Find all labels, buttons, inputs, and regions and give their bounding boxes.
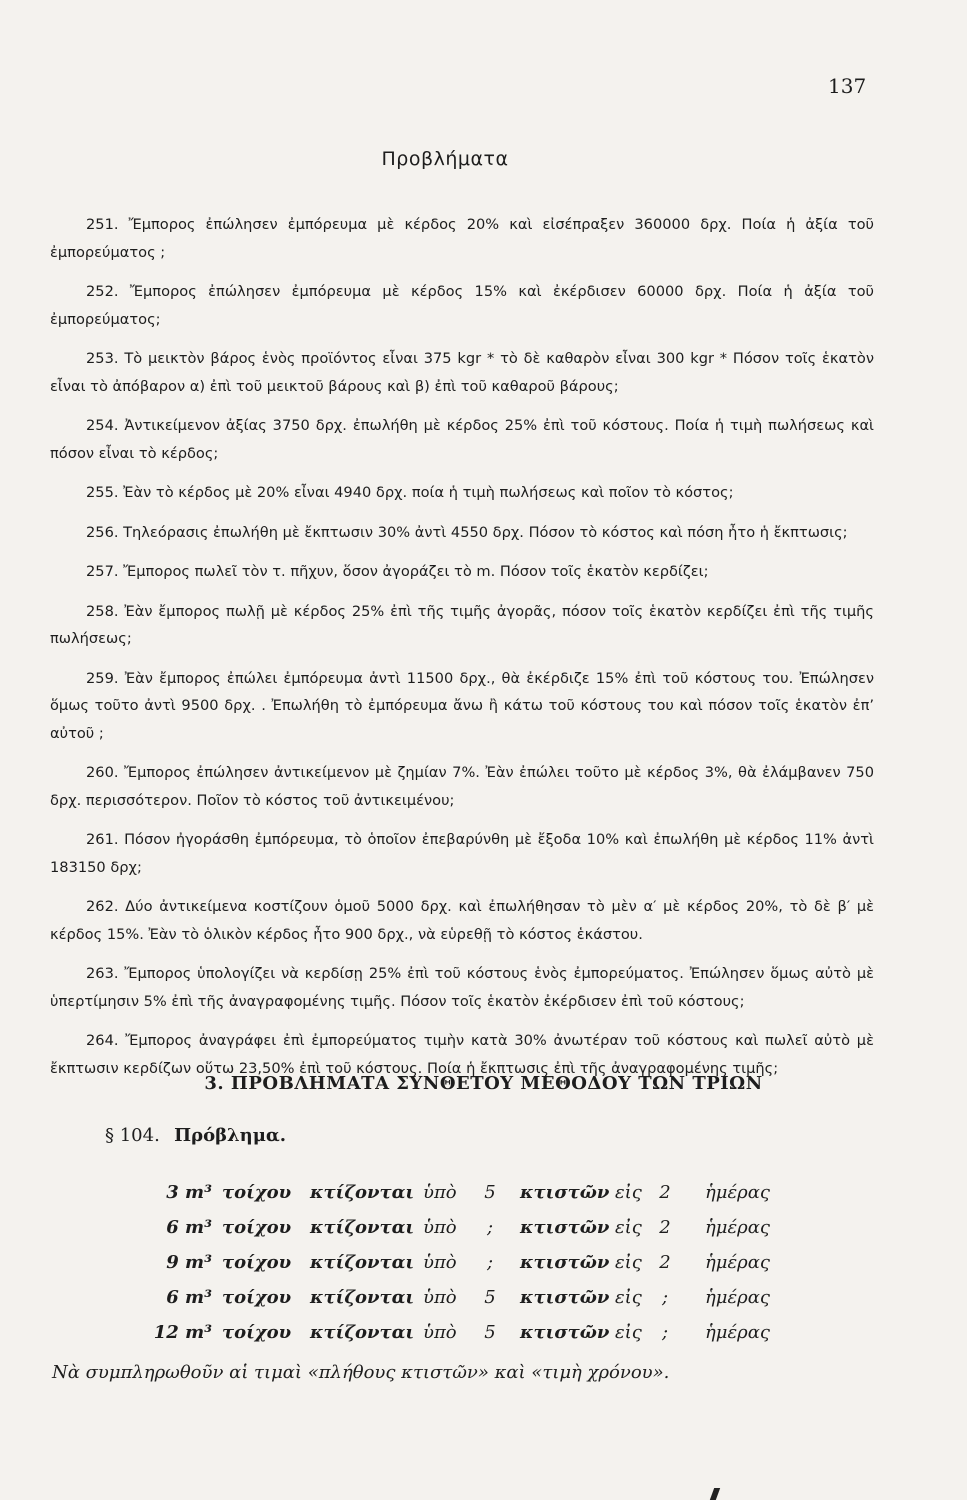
ink-mark bbox=[710, 1488, 720, 1500]
statement-cell: κτίζονται bbox=[310, 1182, 415, 1203]
statement-cell: 6 m³ bbox=[166, 1217, 212, 1238]
statement-cell: ὑπὸ bbox=[423, 1252, 457, 1273]
statement-cell: ἡμέρας bbox=[705, 1322, 770, 1343]
statement-cell: ἡμέρας bbox=[705, 1217, 770, 1238]
problem-256: 256. Τηλεόρασις ἐπωλήθη μὲ ἔκπτωσιν 30% ἀντὶ 4550 δρχ. Πόσον τὸ κόστος καὶ πόση ἦτο ἡ ἔκπτωσις; bbox=[86, 523, 848, 541]
problem-260: 260. Ἔμπορος ἐπώλησεν ἀντικείμενον μὲ ζημίαν 7%. Ἐὰν ἐπώλει τοῦτο μὲ κέρδος 3%, θὰ ἐλάμβανεν 750 δρχ. περισσότερον. Ποῖον τὸ κόστος τοῦ ἀντικειμένου; bbox=[50, 764, 874, 809]
statement-cell: 5 bbox=[484, 1287, 496, 1308]
statement-cell: τοίχου bbox=[222, 1287, 292, 1308]
statement-row bbox=[140, 1217, 800, 1252]
statement-cell: εἰς bbox=[615, 1217, 642, 1238]
statement-cell: ἡμέρας bbox=[705, 1252, 770, 1273]
problem-259: 259. Ἐὰν ἔμπορος ἐπώλει ἐμπόρευμα ἀντὶ 11500 δρχ., θὰ ἐκέρδιζε 15% ἐπὶ τοῦ κόστους του. Ἐπώλησεν ὅμως τοῦτο ἀντὶ 9500 δρχ. . Ἐπωλήθη τὸ ἐμπόρευμα ἄνω ἢ κάτω τοῦ κόστους του καὶ πόσον τοῖς ἑκατὸν ἐπ’ αὐτοῦ ; bbox=[50, 669, 874, 742]
statement-cell: κτιστῶν bbox=[520, 1217, 610, 1238]
problem-list bbox=[50, 211, 874, 1094]
statement-cell: 3 m³ bbox=[166, 1182, 212, 1203]
statement-cell: κτίζονται bbox=[310, 1252, 415, 1273]
statement-cell: εἰς bbox=[615, 1182, 642, 1203]
statement-cell: κτιστῶν bbox=[520, 1252, 610, 1273]
statement-cell: ὑπὸ bbox=[423, 1182, 457, 1203]
chapter-heading: 3. ΠΡΟΒΛΗΜΑΤΑ ΣΥΝΘΕΤΟΥ ΜΕΘΟΔΟΥ ΤΩΝ ΤΡΙΩΝ bbox=[204, 1073, 763, 1094]
statement-cell: κτίζονται bbox=[310, 1287, 415, 1308]
statement-cell: εἰς bbox=[615, 1287, 642, 1308]
statement-cell: 5 bbox=[484, 1322, 496, 1343]
problem-261: 261. Πόσον ἠγοράσθη ἐμπόρευμα, τὸ ὁποῖον ἐπεβαρύνθη μὲ ἔξοδα 10% καὶ ἐπωλήθη μὲ κέρδος 11% ἀντὶ 183150 δρχ; bbox=[50, 831, 874, 876]
statement-cell: εἰς bbox=[615, 1252, 642, 1273]
problem-heading-title: Πρόβλημα. bbox=[174, 1125, 287, 1146]
statement-cell: ὑπὸ bbox=[423, 1217, 457, 1238]
problem-255: 255. Ἐὰν τὸ κέρδος μὲ 20% εἶναι 4940 δρχ. ποία ἡ τιμὴ πωλήσεως καὶ ποῖον τὸ κόστος; bbox=[86, 484, 734, 501]
problem-257: 257. Ἔμπορος πωλεῖ τὸν τ. πῆχυν, ὅσον ἀγοράζει τὸ m. Πόσον τοῖς ἑκατὸν κερδίζει; bbox=[86, 563, 709, 580]
statement-cell: ὑπὸ bbox=[423, 1322, 457, 1343]
problem-251: 251. Ἔμπορος ἐπώλησεν ἐμπόρευμα μὲ κέρδος 20% καὶ εἰσέπραξεν 360000 δρχ. Ποία ἡ ἀξία τοῦ ἐμπορεύματος ; bbox=[50, 216, 874, 261]
section-number: § 104. bbox=[105, 1125, 160, 1146]
statement-cell: 12 m³ bbox=[153, 1322, 212, 1343]
statement-row bbox=[140, 1322, 800, 1357]
statement-cell: 2 bbox=[659, 1217, 671, 1238]
problem-254: 254. Ἀντικείμενον ἀξίας 3750 δρχ. ἐπωλήθη μὲ κέρδος 25% ἐπὶ τοῦ κόστους. Ποία ἡ τιμὴ πωλήσεως καὶ πόσον εἶναι τὸ κέρδος; bbox=[50, 417, 874, 462]
statement-cell: κτίζονται bbox=[310, 1322, 415, 1343]
statement-row bbox=[140, 1252, 800, 1287]
section-title: Προβλήματα bbox=[381, 148, 509, 170]
statement-cell: 2 bbox=[659, 1252, 671, 1273]
statement-cell: 6 m³ bbox=[166, 1287, 212, 1308]
statement-cell: 2 bbox=[659, 1182, 671, 1203]
statement-cell: τοίχου bbox=[222, 1322, 292, 1343]
problem-263: 263. Ἔμπορος ὑπολογίζει νὰ κερδίσῃ 25% ἐπὶ τοῦ κόστους ἑνὸς ἐμπορεύματος. Ἐπώλησεν ὅμως αὐτὸ μὲ ὑπερτίμησιν 5% ἐπὶ τῆς ἀναγραφομένης τιμῆς. Πόσον τοῖς ἑκατὸν ἐκέρδισεν ἐπὶ τοῦ κόστους; bbox=[50, 965, 874, 1010]
statement-row bbox=[140, 1287, 800, 1322]
problem-262: 262. Δύο ἀντικείμενα κοστίζουν ὁμοῦ 5000 δρχ. καὶ ἐπωλήθησαν τὸ μὲν α′ μὲ κέρδος 20%, τὸ δὲ β′ μὲ κέρδος 15%. Ἐὰν τὸ ὁλικὸν κέρδος ἦτο 900 δρχ., νὰ εὑρεθῇ τὸ κόστος ἑκάστου. bbox=[50, 898, 874, 943]
statement-cell: 9 m³ bbox=[166, 1252, 212, 1273]
statement-cell: ; bbox=[661, 1322, 669, 1343]
statement-row bbox=[140, 1182, 800, 1217]
conclusion-text: Νὰ συμπληρωθοῦν αἱ τιμαὶ «πλήθους κτιστῶν» καὶ «τιμὴ χρόνου». bbox=[52, 1362, 670, 1383]
statement-cell: ἡμέρας bbox=[705, 1287, 770, 1308]
statement-cell: τοίχου bbox=[222, 1182, 292, 1203]
problem-statement-rows bbox=[140, 1182, 800, 1357]
statement-cell: ; bbox=[661, 1287, 669, 1308]
problem-252: 252. Ἔμπορος ἐπώλησεν ἐμπόρευμα μὲ κέρδος 15% καὶ ἐκέρδισεν 60000 δρχ. Ποία ἡ ἀξία τοῦ ἐμπορεύματος; bbox=[50, 283, 874, 328]
problem-253: 253. Τὸ μεικτὸν βάρος ἑνὸς προϊόντος εἶναι 375 kgr * τὸ δὲ καθαρὸν εἶναι 300 kgr * Πόσον τοῖς ἑκατὸν εἶναι τὸ ἀπόβαρον α) ἐπὶ τοῦ μεικτοῦ βάρους καὶ β) ἐπὶ τοῦ καθαροῦ βάρους; bbox=[50, 350, 874, 395]
page-number: 137 bbox=[828, 74, 867, 98]
problem-264: 264. Ἔμπορος ἀναγράφει ἐπὶ ἐμπορεύματος τιμὴν κατὰ 30% ἀνωτέραν τοῦ κόστους καὶ πωλεῖ αὐτὸ μὲ ἔκπτωσιν κερδίζων οὕτω 23,50% ἐπὶ τοῦ κόστους. Ποία ἡ ἔκπτωσις ἐπὶ τῆς ἀναγραφομένης τιμῆς; bbox=[50, 1032, 874, 1077]
statement-cell: κτιστῶν bbox=[520, 1182, 610, 1203]
statement-cell: ἡμέρας bbox=[705, 1182, 770, 1203]
statement-cell: τοίχου bbox=[222, 1252, 292, 1273]
statement-cell: κτίζονται bbox=[310, 1217, 415, 1238]
statement-cell: 5 bbox=[484, 1182, 496, 1203]
problem-heading bbox=[105, 1125, 286, 1146]
statement-cell: τοίχου bbox=[222, 1217, 292, 1238]
statement-cell: ; bbox=[486, 1217, 494, 1238]
problem-258: 258. Ἐὰν ἔμπορος πωλῇ μὲ κέρδος 25% ἐπὶ τῆς τιμῆς ἀγορᾶς, πόσον τοῖς ἑκατὸν κερδίζει ἐπὶ τῆς τιμῆς πωλήσεως; bbox=[50, 602, 874, 647]
statement-cell: ; bbox=[486, 1252, 494, 1273]
statement-cell: ὑπὸ bbox=[423, 1287, 457, 1308]
statement-cell: κτιστῶν bbox=[520, 1287, 610, 1308]
statement-cell: κτιστῶν bbox=[520, 1322, 610, 1343]
statement-cell: εἰς bbox=[615, 1322, 642, 1343]
